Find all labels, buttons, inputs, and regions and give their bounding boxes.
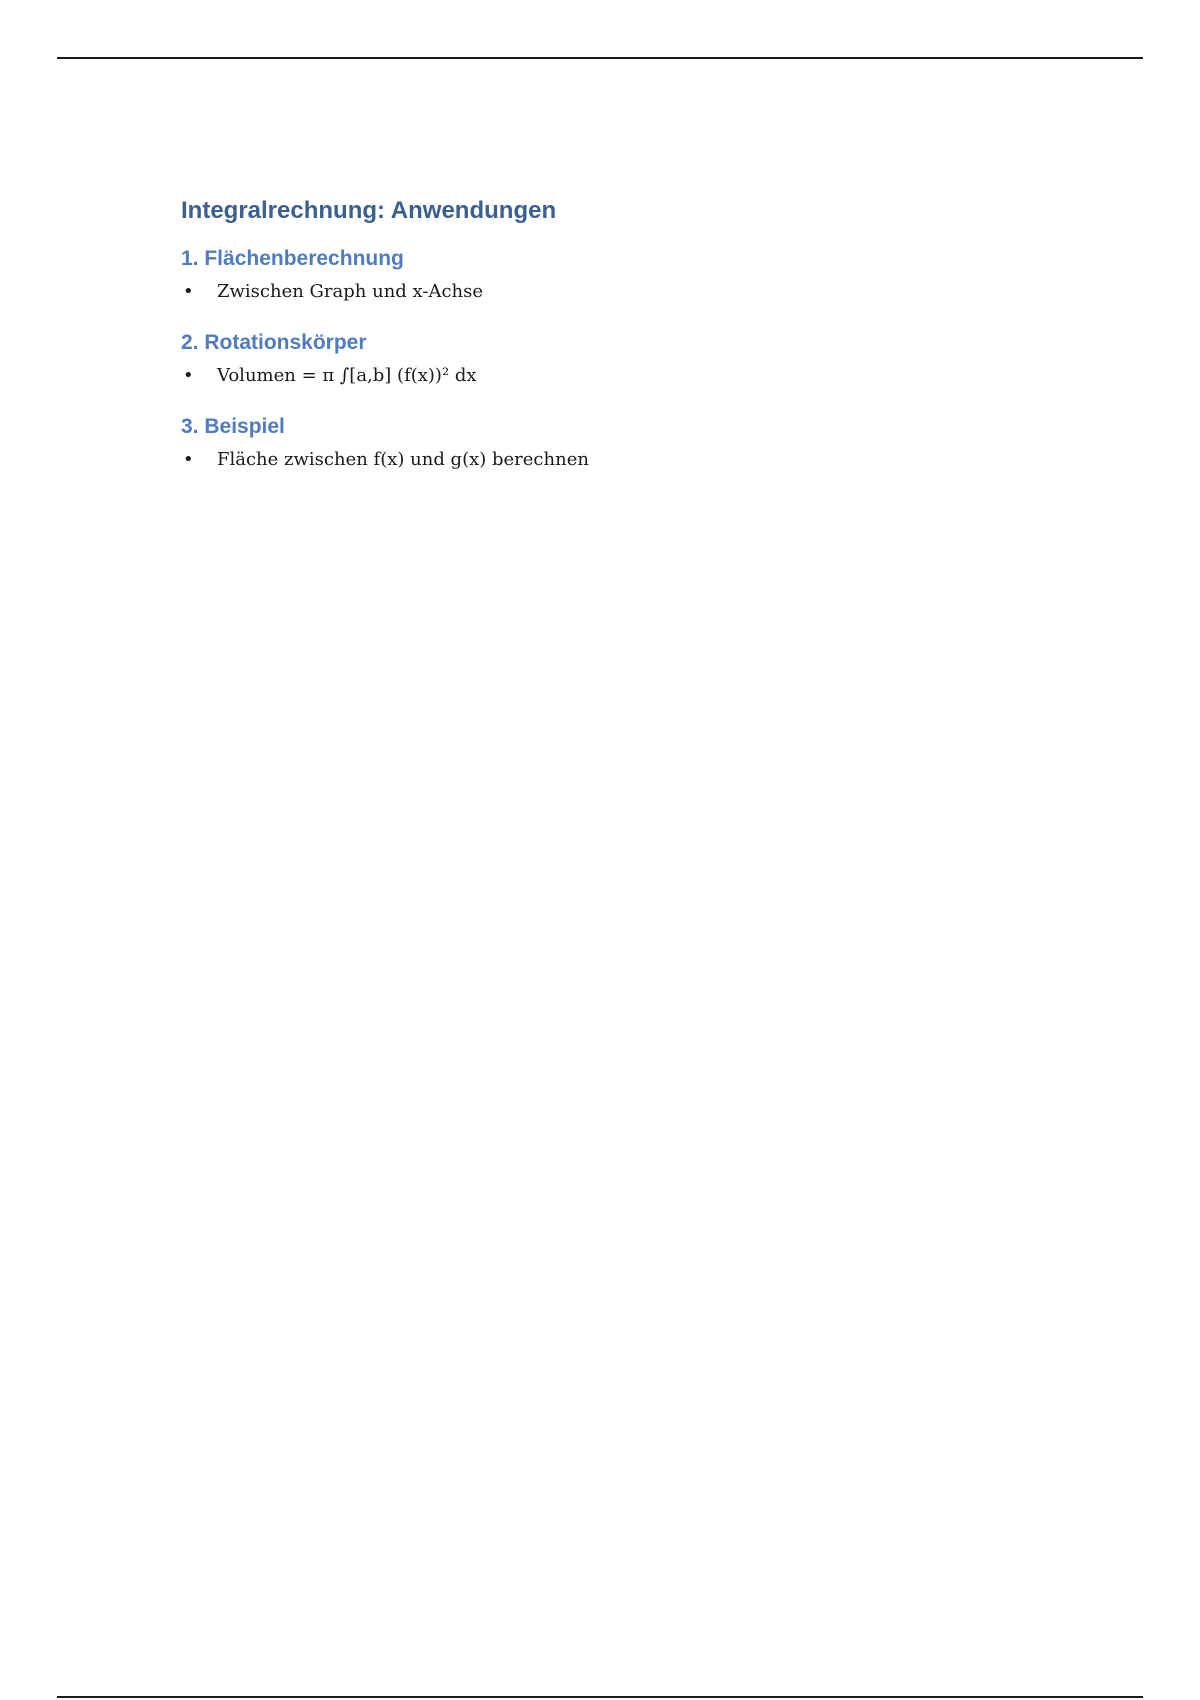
bullet-dot-icon: • [183,449,194,470]
bullet-list [181,278,1081,306]
document-body [181,193,1081,474]
bullet-list [181,446,1081,474]
section-flaechenberechnung [181,245,1081,306]
bullet-dot-icon: • [183,365,194,386]
list-item [181,362,1081,390]
list-item [181,446,1081,474]
list-item-text: Zwischen Graph und x-Achse [217,281,484,302]
section-beispiel [181,413,1081,474]
header-rule [57,57,1143,59]
section-heading: 2. Rotationskörper [181,331,367,354]
section-heading: 1. Flächenberechnung [181,247,404,270]
section-heading: 3. Beispiel [181,415,285,438]
list-item-text: Fläche zwischen f(x) und g(x) berechnen [217,449,589,470]
page-title: Integralrechnung: Anwendungen [181,197,557,224]
bullet-list [181,362,1081,390]
footer-rule [57,1696,1143,1698]
list-item [181,278,1081,306]
bullet-dot-icon: • [183,281,194,302]
list-item-text: Volumen = π ∫[a,b] (f(x))² dx [217,365,477,386]
section-rotationskoerper [181,329,1081,390]
